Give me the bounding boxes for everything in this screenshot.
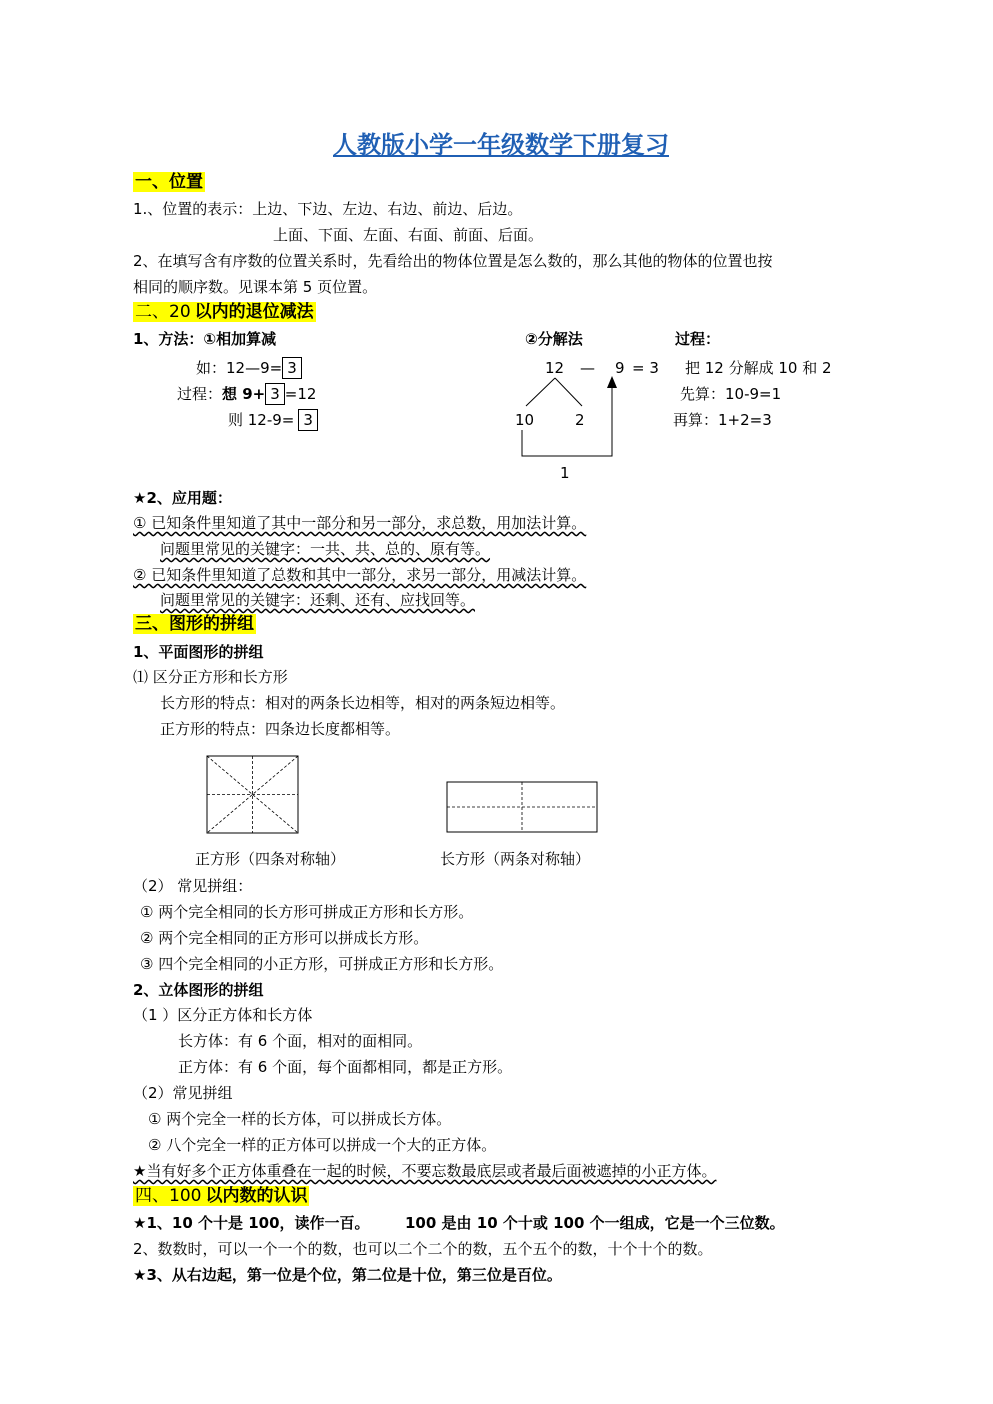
method-label: 1、方法：①相加算减 [133, 330, 277, 348]
section-4-heading-text: 以内数的认识 [205, 1186, 308, 1206]
s4-line-2: 2、数数时，可以一个一个的数，也可以二个二个的数，五个五个的数，十个十个的数。 [133, 1240, 713, 1258]
combo-2: ② 两个完全相同的正方形可以拼成长方形。 [140, 929, 429, 947]
combo-3: ③ 四个完全相同的小正方形，可拼成正方形和长方形。 [140, 955, 504, 973]
application-2-keywords: 问题里常见的关键字：还剩、还有、应找回等。 [160, 591, 476, 609]
then-line [228, 409, 318, 431]
s3-q-1: （1 ）区分正方体和长方体 [133, 1006, 313, 1024]
decomp-9: 9 [615, 359, 625, 377]
then-prefix: 则 12-9= [228, 411, 295, 429]
example-prefix: 如：12—9= [196, 359, 283, 377]
cuboid-feature: 长方体：有 6 个面，相对的面相同。 [178, 1032, 423, 1050]
process-label: 过程： [675, 330, 721, 348]
decomp-10: 10 [515, 411, 535, 429]
section-4-heading [133, 1186, 309, 1206]
application-2: ② 已知条件里知道了总数和其中一部分，求另一部分，用减法计算。 [133, 566, 587, 584]
example-answer-box: 3 [282, 357, 302, 379]
proc-box: 3 [265, 383, 285, 405]
s4-line-3: ★3、从右边起，第一位是个位，第二位是十位，第三位是百位。 [133, 1266, 562, 1284]
rectangle-caption: 长方形（两条对称轴） [440, 850, 591, 868]
section-2-heading-text: 以内的退位减法 [194, 302, 314, 322]
square-caption: 正方形（四条对称轴） [195, 850, 346, 868]
s3-sub-1: 1、平面图形的拼组 [133, 643, 264, 661]
s3-sub-2: 2、立体图形的拼组 [133, 981, 264, 999]
proc-step-2: 先算：10-9=1 [680, 385, 782, 403]
rectangle-figure [446, 781, 599, 834]
decomp-diagram-lines [510, 370, 620, 465]
solid-combo-1: ① 两个完全一样的长方体，可以拼成长方体。 [148, 1110, 452, 1128]
s1-line-1: 1.、位置的表示：上边、下边、左边、右边、前边、后边。 [133, 200, 523, 218]
then-box: 3 [298, 409, 318, 431]
section-4-heading-num: 四、100 [135, 1186, 202, 1206]
square-figure [206, 755, 300, 835]
square-feature: 正方形的特点：四条边长度都相等。 [160, 720, 401, 738]
proc-step-3: 再算：1+2=3 [673, 411, 772, 429]
decomp-eq: = 3 [632, 359, 659, 377]
s4-line-1b: 100 是由 10 个十或 100 个一组成，它是一个三位数。 [405, 1214, 785, 1232]
s3-point-2: （2） 常见拼组： [133, 877, 253, 895]
combo-1: ① 两个完全相同的长方形可拼成正方形和长方形。 [140, 903, 474, 921]
solid-star-note: ★当有好多个正方体重叠在一起的时候，不要忘数最底层或者最后面被遮掉的小正方体。 [133, 1162, 717, 1180]
section-2-heading-num: 二、20 [135, 302, 191, 322]
proc-suffix: =12 [284, 385, 317, 403]
cube-feature: 正方体：有 6 个面，每个面都相同，都是正方形。 [178, 1058, 513, 1076]
section-1-heading [133, 172, 205, 192]
proc-think: 想 9+ [222, 385, 266, 403]
s3-q-2: （2）常见拼组 [133, 1084, 233, 1102]
section-2-heading [133, 302, 316, 322]
application-1: ① 已知条件里知道了其中一部分和另一部分，求总数，用加法计算。 [133, 514, 587, 532]
s3-point-1: ⑴ 区分正方形和长方形 [133, 668, 288, 686]
decomp-2: 2 [575, 411, 585, 429]
decomp-1: 1 [560, 464, 570, 482]
s1-line-3: 2、在填写含有序数的位置关系时，先看给出的物体位置是怎么数的，那么其他的物体的位置也按 [133, 252, 773, 270]
application-1-keywords: 问题里常见的关键字：一共、共、总的、原有等。 [160, 540, 491, 558]
s1-line-2: 上面、下面、左面、右面、前面、后面。 [273, 226, 544, 244]
proc-prefix: 过程： [177, 385, 223, 403]
example-line [196, 357, 302, 379]
s4-line-1a: ★1、10 个十是 100，读作一百。 [133, 1214, 370, 1232]
section-3-heading [133, 614, 256, 634]
proc-line [177, 383, 316, 405]
solid-combo-2: ② 八个完全一样的正方体可以拼成一个大的正方体。 [148, 1136, 497, 1154]
rect-feature: 长方形的特点：相对的两条长边相等，相对的两条短边相等。 [160, 694, 566, 712]
method2-label: ②分解法 [525, 330, 583, 348]
decomp-12: 12 [545, 359, 565, 377]
section-3-heading-text: 三、图形的拼组 [135, 614, 254, 634]
decomp-minus: — [580, 359, 595, 377]
proc-step-1: 把 12 分解成 10 和 2 [685, 359, 832, 377]
application-label: ★2、应用题： [133, 489, 232, 507]
page-title: 人教版小学一年级数学下册复习 [333, 130, 669, 159]
section-1-heading-text: 一、位置 [135, 172, 203, 192]
s1-line-4: 相同的顺序数。见课本第 5 页位置。 [133, 278, 378, 296]
